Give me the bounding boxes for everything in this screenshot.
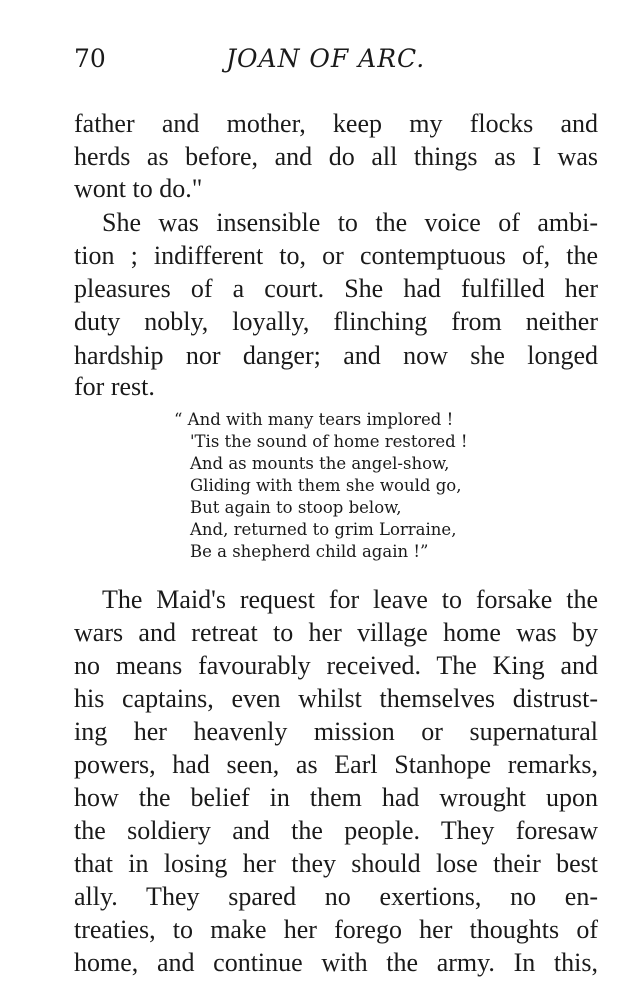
verse-line: Gliding with them she would go, [190,476,462,495]
text-line: wont to do." [74,174,203,203]
text-line: home, and continue with the army. In this, [74,948,598,977]
text-line: duty nobly, loyally, flinching from neither [74,307,598,336]
page-number: 70 [74,44,106,73]
running-title: JOAN OF ARC. [226,44,426,73]
text-line: for rest. [74,372,155,401]
text-line: how the belief in them had wrought upon [74,783,598,812]
text-line: herds as before, and do all things as I was [74,142,598,171]
verse-line: 'Tis the sound of home restored ! [190,432,468,451]
text-line: powers, had seen, as Earl Stanhope remarks, [74,750,598,779]
text-line: ing her heavenly mission or supernatural [74,717,598,746]
verse-line: And as mounts the angel-show, [190,454,450,473]
verse-line: Be a shepherd child again !” [190,542,429,561]
text-line: father and mother, keep my flocks and [74,109,598,138]
text-line: his captains, even whilst themselves distrust- [74,684,598,713]
text-line: ally. They spared no exertions, no en- [74,882,598,911]
text-line: She was insensible to the voice of ambi- [102,208,598,237]
text-line: treaties, to make her forego her thoughts of [74,915,598,944]
text-line: The Maid's request for leave to forsake the [102,585,598,614]
text-line: hardship nor danger; and now she longed [74,341,598,370]
text-line: no means favourably received. The King and [74,651,598,680]
text-line: that in losing her they should lose their best [74,849,598,878]
text-line: tion ; indifferent to, or contemptuous of, the [74,241,598,270]
verse-line: But again to stoop below, [190,498,402,517]
verse-line: “ And with many tears implored ! [174,410,454,429]
page-header [74,44,599,80]
text-line: the soldiery and the people. They foresaw [74,816,598,845]
text-line: wars and retreat to her village home was by [74,618,598,647]
text-line: pleasures of a court. She had fulfilled her [74,274,598,303]
verse-line: And, returned to grim Lorraine, [190,520,457,539]
